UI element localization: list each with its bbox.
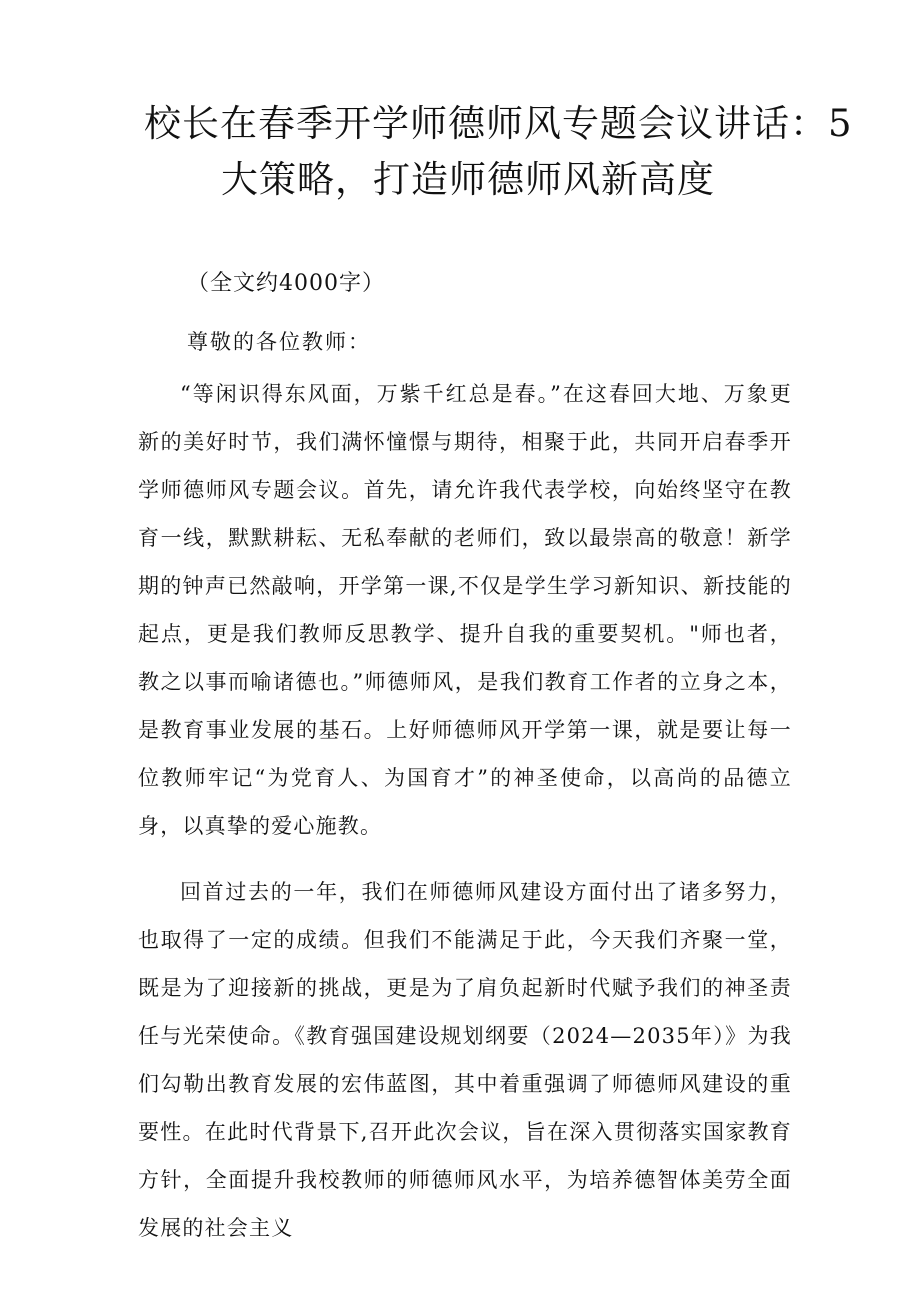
document-title: [138, 96, 853, 208]
salutation: 尊敬的各位教师：: [187, 330, 371, 354]
title-line-1: 校长在春季开学师德师风专题会议讲话：5: [144, 102, 853, 145]
word-count-note: （全文约4000字）: [187, 271, 385, 296]
body-paragraph-1: “等闲识得东风面，万紫千红总是春。”在这春回大地、万象更新的美好时节，我们满怀憧憬与期待，相聚于此，共同开启春季开学师德师风专题会议。首先，请允许我代表学校，向始终坚守在教育一线，默默耕耘、无私奉献的老师们，致以最崇高的敬意！新学期的钟声已然敲响，开学第一课,不仅是学生学习新知识、新技能的起点，更是我们教师反思教学、提升自我的重要契机。"师也者，教之以事而喻诸德也。”师德师风，是我们教育工作者的立身之本，是教育事业发展的基石。上好师德师风开学第一课，就是要让每一位教师牢记“为党育人、为国育才”的神圣使命，以高尚的品德立身，以真挚的爱心施教。: [138, 382, 792, 838]
title-line-2: 大策略，打造师德师风新高度: [221, 158, 715, 201]
body-paragraph-2: 回首过去的一年，我们在师德师风建设方面付出了诸多努力，也取得了一定的成绩。但我们不能满足于此，今天我们齐聚一堂，既是为了迎接新的挑战，更是为了肩负起新时代赋予我们的神圣责任与光荣使命。《教育强国建设规划纲要（2024—2035年）》为我们勾勒出教育发展的宏伟蓝图，其中着重强调了师德师风建设的重要性。在此时代背景下,召开此次会议，旨在深入贯彻落实国家教育方针，全面提升我校教师的师德师风水平，为培养德智体美劳全面发展的社会主义: [138, 880, 792, 1240]
